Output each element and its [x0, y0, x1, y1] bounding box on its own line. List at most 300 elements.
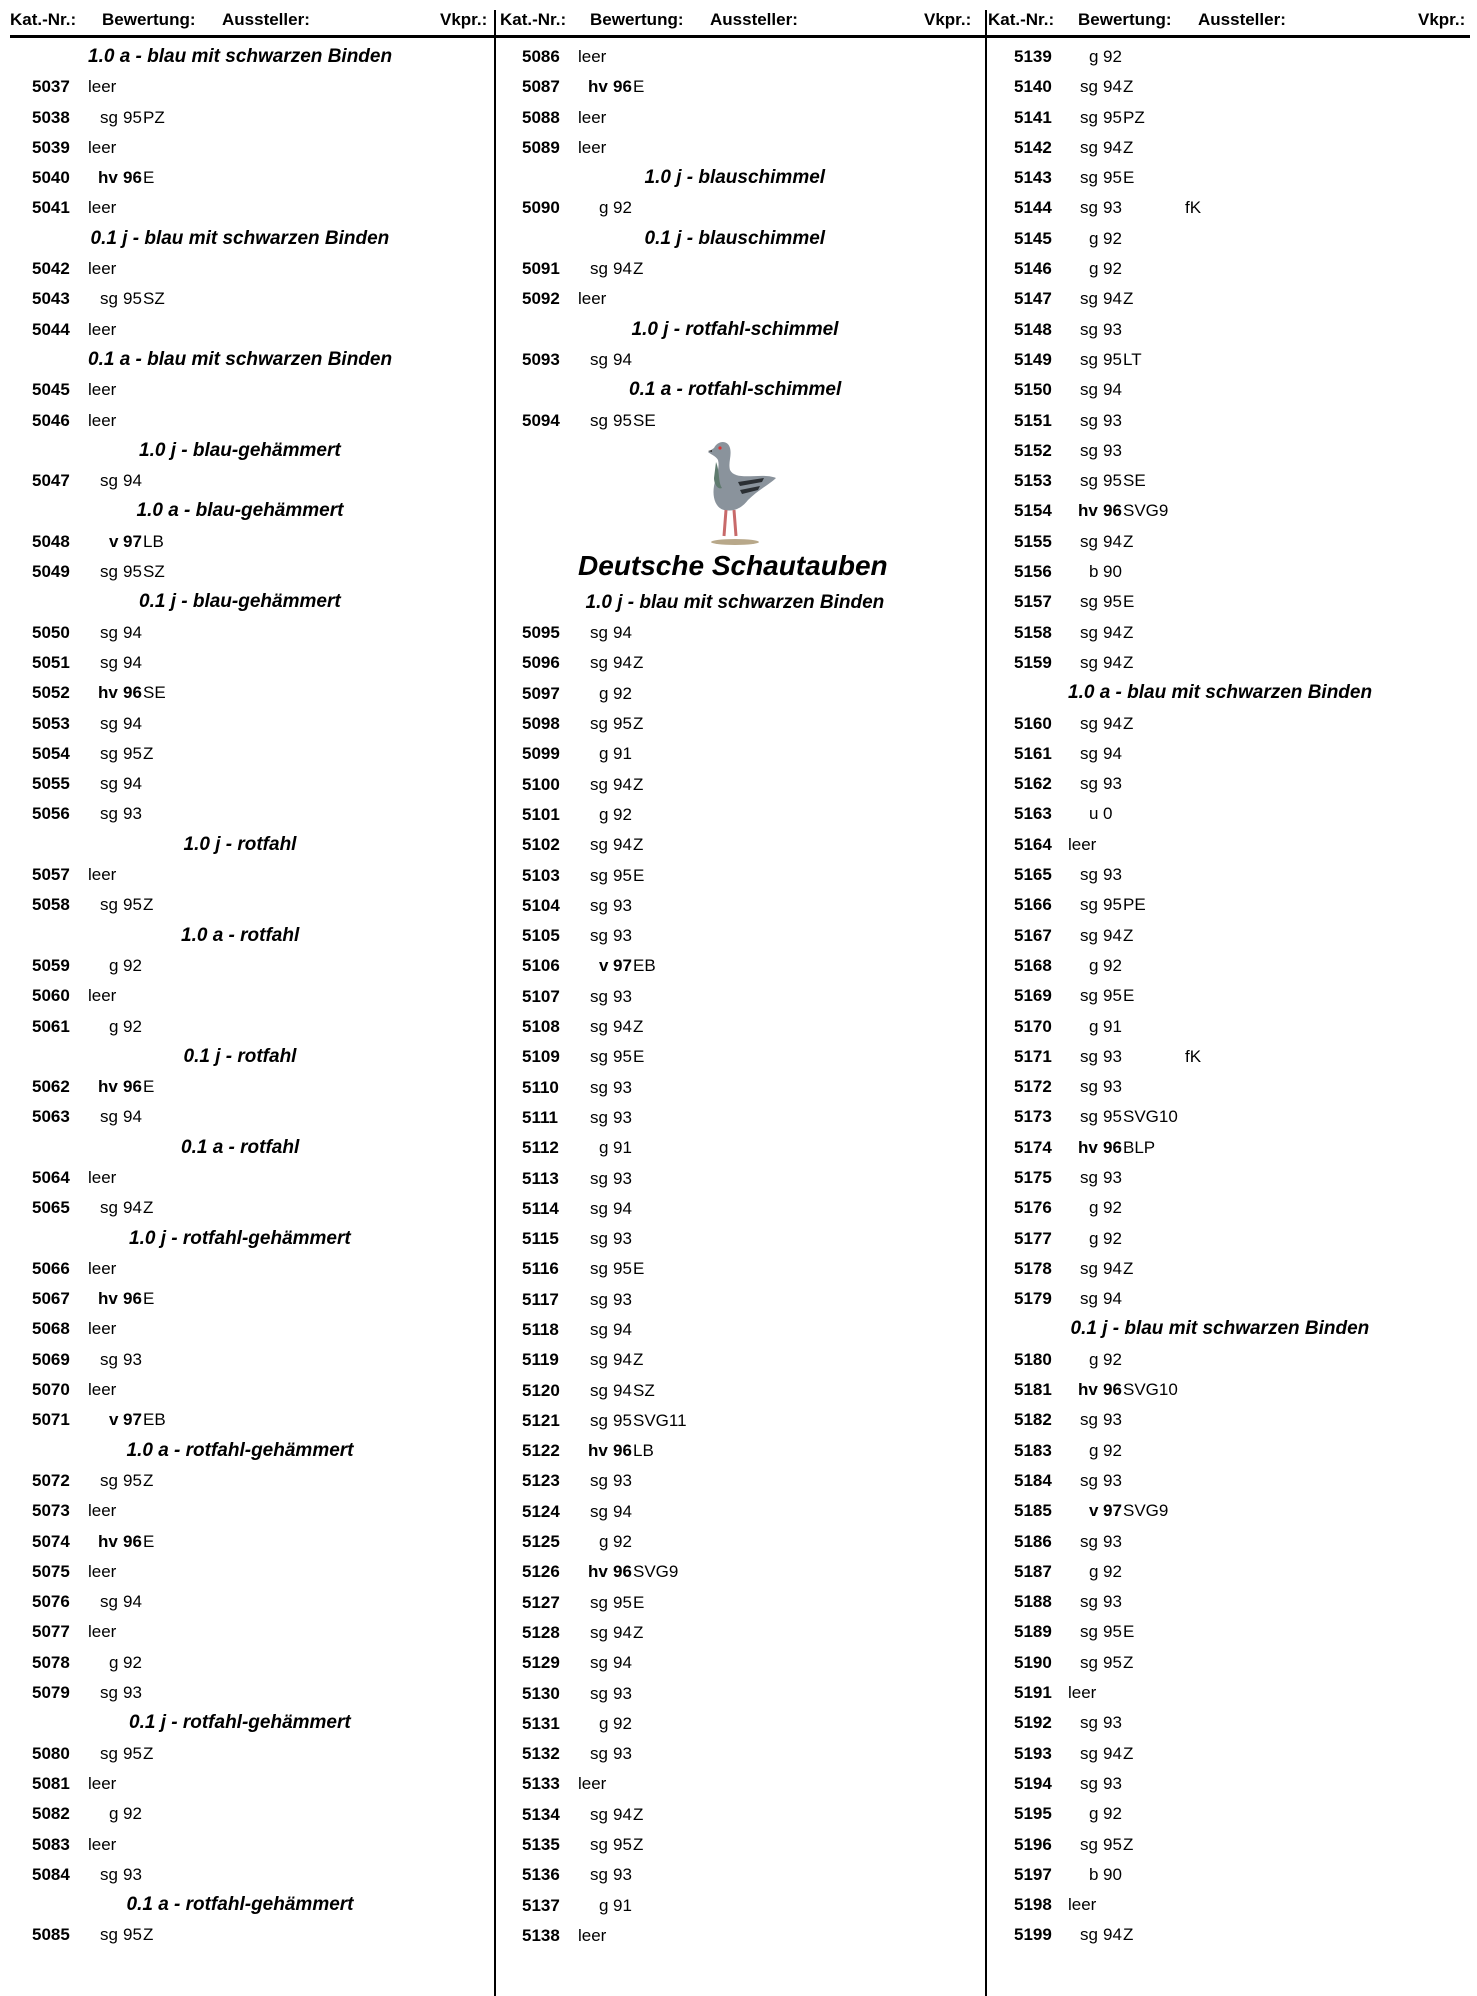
entry-row	[990, 1527, 1460, 1557]
rating-grade: sg	[590, 1683, 608, 1703]
rating-grade: sg	[1080, 1925, 1098, 1945]
rating-points: 93	[1103, 198, 1122, 218]
rating-points: 95	[1103, 895, 1122, 915]
rating-points: 94	[613, 1350, 632, 1370]
award-code: SZ	[143, 562, 165, 582]
entry-row	[10, 1648, 480, 1678]
entry-row	[990, 1739, 1460, 1769]
award-code: Z	[1123, 1652, 1134, 1672]
catalog-number: 5094	[522, 410, 560, 430]
rating-points: 94	[613, 1319, 632, 1339]
entry-row	[500, 1224, 970, 1254]
rating-grade: hv	[98, 168, 118, 188]
rating-points: 97	[123, 1410, 142, 1430]
catalog-number: 5056	[32, 804, 70, 824]
header-kat: Kat.-Nr.:	[10, 10, 77, 29]
entry-row	[990, 981, 1460, 1011]
rating-grade: hv	[588, 77, 608, 97]
catalog-number: 5150	[1014, 380, 1052, 400]
rating-grade: sg	[1080, 1410, 1098, 1430]
catalog-number: 5195	[1014, 1804, 1052, 1824]
class-heading	[10, 345, 480, 375]
rating-points: 93	[1103, 774, 1122, 794]
catalog-number: 5068	[32, 1319, 70, 1339]
rating-grade: v	[109, 1410, 119, 1430]
rating-grade: sg	[1080, 349, 1098, 369]
catalog-number: 5146	[1014, 259, 1052, 279]
entry-row	[10, 648, 480, 678]
entry-row	[500, 1709, 970, 1739]
rating-grade: sg	[1080, 1743, 1098, 1763]
award-code: Z	[633, 259, 644, 279]
award-code: E	[143, 168, 155, 188]
catalog-number: 5144	[1014, 198, 1052, 218]
catalog-number: 5174	[1014, 1137, 1052, 1157]
entry-row	[10, 799, 480, 829]
award-code: SZ	[633, 1380, 655, 1400]
catalog-number: 5055	[32, 774, 70, 794]
rating-points: 94	[123, 471, 142, 491]
rating-grade: g	[1089, 1440, 1099, 1460]
catalog-number: 5197	[1014, 1864, 1052, 1884]
rating-grade: sg	[590, 1229, 608, 1249]
award-code: Z	[143, 1470, 154, 1490]
rating-points: 90	[1103, 1864, 1122, 1884]
entry-row	[10, 1617, 480, 1647]
catalog-number: 5198	[1014, 1895, 1052, 1915]
award-code: EB	[143, 1410, 166, 1430]
rating-grade: sg	[590, 1835, 608, 1855]
catalog-number: 5085	[32, 1925, 70, 1945]
catalog-number: 5073	[32, 1501, 70, 1521]
class-heading	[10, 1133, 480, 1163]
rating-grade: sg	[100, 1470, 118, 1490]
catalog-number: 5193	[1014, 1743, 1052, 1763]
rating-grade: sg	[100, 562, 118, 582]
entry-row	[990, 1587, 1460, 1617]
catalog-number: 5083	[32, 1834, 70, 1854]
rating-points: 93	[1103, 319, 1122, 339]
catalog-number: 5078	[32, 1652, 70, 1672]
rating-grade: sg	[1080, 774, 1098, 794]
catalog-number: 5119	[522, 1350, 559, 1370]
entry-row	[990, 1678, 1460, 1708]
rating-points: 94	[123, 713, 142, 733]
rating-grade: sg	[1080, 592, 1098, 612]
rating-grade: sg	[590, 1592, 608, 1612]
rating-points: 94	[1103, 1289, 1122, 1309]
section-title-block	[500, 436, 970, 588]
entry-row	[500, 1012, 970, 1042]
entry-row	[500, 1830, 970, 1860]
catalog-number: 5180	[1014, 1349, 1052, 1369]
award-code: E	[143, 1531, 155, 1551]
award-code: Z	[1123, 1925, 1134, 1945]
rating-points: 95	[613, 410, 632, 430]
class-heading-text: 0.1 j - rotfahl	[183, 1045, 297, 1067]
entry-row	[500, 345, 970, 375]
entry-row	[500, 1406, 970, 1436]
empty-entry: leer	[88, 137, 117, 157]
entry-row	[10, 1527, 480, 1557]
entry-row	[500, 800, 970, 830]
entry-row	[500, 42, 970, 72]
entry-row	[990, 436, 1460, 466]
catalog-number: 5141	[1014, 107, 1052, 127]
rating-points: 95	[1103, 592, 1122, 612]
class-heading-text: 0.1 a - rotfahl-schimmel	[629, 379, 842, 401]
class-heading	[10, 496, 480, 526]
catalog-number: 5186	[1014, 1531, 1052, 1551]
rating-grade: sg	[590, 926, 608, 946]
entry-row	[10, 466, 480, 496]
class-heading-text: 1.0 j - blau mit schwarzen Binden	[585, 591, 885, 613]
catalog-number: 5084	[32, 1864, 70, 1884]
rating-points: 96	[123, 1077, 142, 1097]
rating-grade: b	[1089, 562, 1099, 582]
catalog-number: 5088	[522, 107, 560, 127]
empty-entry: leer	[88, 1167, 117, 1187]
rating-grade: sg	[590, 1804, 608, 1824]
entry-row	[10, 769, 480, 799]
rating-points: 94	[1103, 622, 1122, 642]
catalog-number: 5136	[522, 1865, 560, 1885]
rating-points: 92	[1103, 1804, 1122, 1824]
entry-row	[10, 1466, 480, 1496]
rating-grade: sg	[1080, 1834, 1098, 1854]
rating-grade: sg	[1080, 925, 1098, 945]
entry-row	[990, 1496, 1460, 1526]
entry-row	[990, 1284, 1460, 1314]
catalog-number: 5102	[522, 835, 560, 855]
rating-points: 93	[613, 895, 632, 915]
rating-points: 92	[613, 198, 632, 218]
entry-row	[10, 1860, 480, 1890]
entry-row	[10, 375, 480, 405]
entry-row	[10, 557, 480, 587]
rating-grade: sg	[1080, 895, 1098, 915]
empty-entry: leer	[1068, 834, 1097, 854]
header-col-3	[988, 10, 1468, 36]
entry-row	[990, 769, 1460, 799]
rating-points: 92	[123, 1652, 142, 1672]
award-code: Z	[633, 1622, 644, 1642]
award-code: E	[633, 1592, 645, 1612]
entry-row	[10, 254, 480, 284]
rating-grade: hv	[98, 1531, 118, 1551]
award-code: PE	[1123, 895, 1146, 915]
entry-row	[500, 830, 970, 860]
rating-grade: sg	[100, 1198, 118, 1218]
catalog-number: 5194	[1014, 1773, 1052, 1793]
catalog-number: 5107	[522, 986, 560, 1006]
rating-grade: g	[599, 1895, 609, 1915]
entry-row	[990, 830, 1460, 860]
rating-grade: sg	[590, 835, 608, 855]
rating-points: 93	[123, 1683, 142, 1703]
rating-points: 92	[123, 1016, 142, 1036]
entry-row	[500, 770, 970, 800]
award-code: Z	[1123, 289, 1134, 309]
rating-grade: sg	[590, 895, 608, 915]
entry-row	[500, 1073, 970, 1103]
catalog-number: 5178	[1014, 1258, 1052, 1278]
rating-points: 94	[1103, 289, 1122, 309]
catalog-number: 5092	[522, 289, 560, 309]
catalog-number: 5158	[1014, 622, 1052, 642]
entry-row	[990, 284, 1460, 314]
pigeon-icon	[692, 438, 778, 546]
class-heading	[10, 830, 480, 860]
entry-row	[500, 406, 970, 436]
rating-points: 96	[613, 1441, 632, 1461]
catalog-column-3	[990, 42, 1460, 1951]
rating-grade: g	[109, 955, 119, 975]
catalog-number: 5100	[522, 774, 560, 794]
catalog-number: 5155	[1014, 531, 1052, 551]
class-heading-text: 1.0 a - rotfahl-gehämmert	[126, 1439, 354, 1461]
catalog-number: 5139	[1014, 47, 1052, 66]
rating-points: 94	[613, 1380, 632, 1400]
award-code: E	[143, 1289, 155, 1309]
catalog-number: 5062	[32, 1077, 70, 1097]
rating-points: 97	[1103, 1501, 1122, 1521]
entry-row	[500, 103, 970, 133]
rating-points: 94	[1103, 1925, 1122, 1945]
catalog-number: 5169	[1014, 986, 1052, 1006]
entry-row	[990, 42, 1460, 72]
catalog-number: 5168	[1014, 955, 1052, 975]
rating-grade: sg	[590, 1077, 608, 1097]
entry-row	[10, 1375, 480, 1405]
catalog-number: 5066	[32, 1258, 70, 1278]
catalog-number: 5122	[522, 1441, 560, 1461]
rating-points: 95	[613, 1592, 632, 1612]
rating-points: 97	[123, 531, 142, 551]
rating-grade: sg	[100, 1864, 118, 1884]
catalog-number: 5082	[32, 1804, 70, 1824]
catalog-number: 5149	[1014, 349, 1052, 369]
entry-row	[990, 1254, 1460, 1284]
entry-row	[500, 72, 970, 102]
rating-points: 96	[613, 77, 632, 97]
catalog-number: 5098	[522, 714, 560, 734]
catalog-number: 5121	[522, 1410, 560, 1430]
rating-points: 95	[123, 107, 142, 127]
rating-points: 0	[1103, 804, 1113, 824]
award-code: Z	[143, 1925, 154, 1945]
rating-grade: sg	[590, 1319, 608, 1339]
rating-points: 93	[123, 1864, 142, 1884]
rating-points: 94	[613, 1622, 632, 1642]
rating-grade: g	[599, 744, 609, 764]
rating-grade: hv	[588, 1562, 608, 1582]
catalog-number: 5043	[32, 289, 70, 309]
rating-points: 94	[1103, 137, 1122, 157]
rating-points: 95	[123, 743, 142, 763]
catalog-number: 5151	[1014, 410, 1052, 430]
catalog-number: 5123	[522, 1471, 560, 1491]
rating-grade: sg	[1080, 1167, 1098, 1187]
award-code: Z	[1123, 1258, 1134, 1278]
entry-row	[990, 1799, 1460, 1829]
catalog-number: 5130	[522, 1683, 560, 1703]
award-code: Z	[143, 1198, 154, 1218]
rating-points: 94	[613, 1017, 632, 1037]
empty-entry: leer	[88, 1319, 117, 1339]
award-code: Z	[633, 835, 644, 855]
entry-row	[990, 951, 1460, 981]
entry-row	[500, 1679, 970, 1709]
empty-entry: leer	[578, 1774, 607, 1794]
entry-row	[500, 951, 970, 981]
rating-points: 90	[1103, 562, 1122, 582]
award-code: SE	[633, 410, 656, 430]
catalog-number: 5046	[32, 410, 70, 430]
empty-entry: leer	[88, 1622, 117, 1642]
catalog-number: 5108	[522, 1017, 560, 1037]
entry-row	[500, 1164, 970, 1194]
entry-row	[500, 1103, 970, 1133]
entry-row	[500, 861, 970, 891]
entry-row	[500, 1769, 970, 1799]
rating-points: 95	[1103, 1107, 1122, 1127]
rating-points: 94	[613, 349, 632, 369]
rating-points: 94	[1103, 652, 1122, 672]
entry-row	[10, 1254, 480, 1284]
rating-points: 93	[613, 986, 632, 1006]
rating-grade: sg	[1080, 1077, 1098, 1097]
catalog-number: 5182	[1014, 1410, 1052, 1430]
rating-grade: hv	[1078, 1137, 1098, 1157]
header-vkpr: Vkpr.:	[1418, 10, 1466, 29]
entry-row	[990, 587, 1460, 617]
catalog-column-2	[500, 42, 970, 1951]
award-code: SVG9	[633, 1562, 679, 1582]
catalog-number: 5052	[32, 683, 70, 703]
catalog-number: 5191	[1014, 1683, 1052, 1703]
remark: fK	[1185, 198, 1202, 218]
rating-grade: sg	[1080, 1258, 1098, 1278]
entry-row	[10, 709, 480, 739]
rating-points: 94	[613, 1804, 632, 1824]
rating-points: 92	[1103, 955, 1122, 975]
entry-row	[10, 1405, 480, 1435]
catalog-number: 5179	[1014, 1289, 1052, 1309]
rating-points: 93	[1103, 1167, 1122, 1187]
entry-row	[10, 1587, 480, 1617]
catalog-number: 5162	[1014, 774, 1052, 794]
catalog-number: 5185	[1014, 1501, 1052, 1521]
rating-grade: sg	[590, 1168, 608, 1188]
catalog-number: 5192	[1014, 1713, 1052, 1733]
entry-row	[10, 951, 480, 981]
catalog-number: 5079	[32, 1683, 70, 1703]
rating-points: 93	[613, 1683, 632, 1703]
catalog-number: 5117	[522, 1289, 559, 1309]
class-heading-text: 1.0 j - rotfahl-schimmel	[631, 318, 839, 340]
entry-row	[990, 193, 1460, 223]
rating-grade: sg	[1080, 652, 1098, 672]
catalog-number: 5070	[32, 1380, 70, 1400]
entry-row	[10, 1799, 480, 1829]
rating-grade: sg	[590, 1198, 608, 1218]
column-divider-1	[494, 10, 496, 1996]
catalog-number: 5090	[522, 198, 560, 218]
catalog-number: 5110	[522, 1077, 559, 1097]
class-heading-text: 0.1 j - rotfahl-gehämmert	[129, 1712, 351, 1734]
catalog-number: 5081	[32, 1773, 70, 1793]
award-code: LT	[1123, 349, 1142, 369]
award-code: Z	[1123, 713, 1134, 733]
rating-points: 94	[1103, 77, 1122, 97]
header-aussteller: Aussteller:	[710, 10, 798, 29]
empty-entry: leer	[88, 1561, 117, 1581]
rating-points: 94	[123, 1592, 142, 1612]
entry-row	[990, 648, 1460, 678]
rating-points: 94	[613, 653, 632, 673]
rating-grade: sg	[1080, 1652, 1098, 1672]
catalog-number: 5127	[522, 1592, 560, 1612]
class-heading-text: 0.1 j - blau mit schwarzen Binden	[90, 227, 390, 249]
entry-row	[990, 1012, 1460, 1042]
entry-row	[990, 618, 1460, 648]
rating-points: 94	[613, 1198, 632, 1218]
catalog-number: 5166	[1014, 895, 1052, 915]
rating-grade: g	[1089, 47, 1099, 66]
rating-points: 96	[1103, 501, 1122, 521]
class-heading	[500, 315, 970, 345]
award-code: Z	[1123, 137, 1134, 157]
rating-grade: hv	[98, 1077, 118, 1097]
catalog-number: 5051	[32, 652, 70, 672]
rating-points: 92	[613, 1713, 632, 1733]
rating-grade: hv	[1078, 501, 1098, 521]
rating-grade: sg	[1080, 1107, 1098, 1127]
rating-points: 93	[613, 1229, 632, 1249]
entry-row	[990, 1102, 1460, 1132]
class-heading-text: 1.0 a - blau mit schwarzen Binden	[88, 46, 393, 67]
empty-entry: leer	[88, 1380, 117, 1400]
rating-points: 95	[1103, 107, 1122, 127]
rating-grade: sg	[590, 259, 608, 279]
rating-points: 92	[1103, 1228, 1122, 1248]
catalog-number: 5152	[1014, 440, 1052, 460]
rating-points: 94	[123, 1198, 142, 1218]
rating-grade: g	[1089, 955, 1099, 975]
catalog-number: 5072	[32, 1470, 70, 1490]
award-code: E	[1123, 1622, 1135, 1642]
empty-entry: leer	[578, 107, 607, 127]
entry-row	[990, 860, 1460, 890]
class-heading-text: 0.1 j - blauschimmel	[644, 227, 826, 249]
catalog-number: 5140	[1014, 77, 1052, 97]
entry-row	[500, 254, 970, 284]
catalog-number: 5172	[1014, 1077, 1052, 1097]
class-heading-text: 0.1 j - blau mit schwarzen Binden	[1070, 1318, 1370, 1340]
rating-points: 96	[123, 683, 142, 703]
rating-points: 95	[1103, 1622, 1122, 1642]
rating-grade: sg	[1080, 77, 1098, 97]
entry-row	[500, 1376, 970, 1406]
catalog-number: 5109	[522, 1047, 560, 1067]
entry-row	[10, 1012, 480, 1042]
empty-entry: leer	[1068, 1895, 1097, 1915]
catalog-number: 5071	[32, 1410, 70, 1430]
award-code: SZ	[143, 289, 165, 309]
award-code: E	[633, 77, 645, 97]
award-code: EB	[633, 956, 656, 976]
